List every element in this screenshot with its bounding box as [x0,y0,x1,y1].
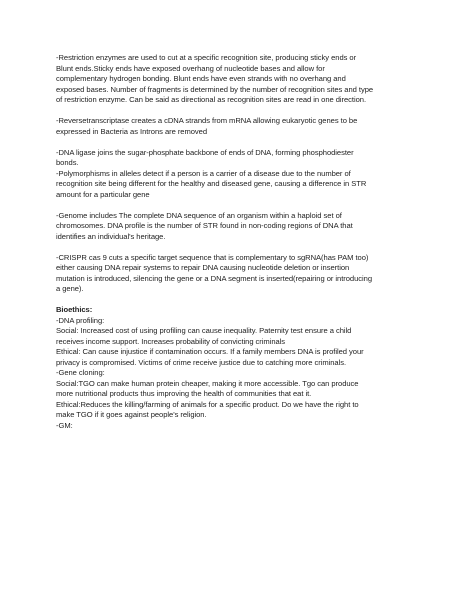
text-line: a gene). [56,284,84,293]
text-line: recognition site being different for the healthy and diseased gene, causing a difference in STR [56,179,367,188]
text-line: chromosomes. DNA profile is the number of STR found in non-coding regions of DNA that [56,221,353,230]
text-line: more nutritional products thus improving the health of communities that eat it. [56,389,312,398]
paragraph-restriction-enzymes [56,53,424,106]
paragraph-spacer [56,295,424,306]
paragraph-spacer [56,106,424,117]
paragraph-ligase-polymorphisms [56,148,424,201]
paragraph-spacer [56,200,424,211]
text-line: Social:TGO can make human protein cheaper, making it more accessible. Tgo can produce [56,378,359,388]
text-line: -GM: [56,420,73,430]
text-line: expressed in Bacteria as Introns are removed [56,126,208,136]
text-line: -Polymorphisms in alleles detect if a person is a carrier of a disease due to the number of [56,168,351,178]
text-line: mutation is introduced, silencing the gene or a DNA segment is inserted(repairing or introducing [56,273,372,283]
paragraph-crispr [56,253,424,295]
text-line: -Reversetranscriptase creates a cDNA strands from mRNA allowing eukaryotic genes to be [56,116,358,125]
text-line: amount for a particular gene [56,189,150,199]
text-line: either causing DNA repair systems to repair DNA causing nucleotide deletion or insertion [56,263,350,272]
text-line: -DNA ligase joins the sugar-phosphate backbone of ends of DNA, forming phosphodiester [56,147,354,157]
text-line: Ethical:Reduces the killing/farming of animals for a specific product. Do we have the right to [56,399,359,409]
text-line: identifies an individual's heritage. [56,231,166,241]
text-line: privacy is compromised. Victims of crime receive justice due to catching more criminals. [56,357,347,367]
text-line: -DNA profiling: [56,315,105,325]
text-line: exposed bases. Number of fragments is determined by the number of recognition sites and type [56,84,374,94]
text-line: bonds. [56,158,79,167]
text-line: -Genome includes The complete DNA sequence of an organism within a haploid set of [56,210,342,220]
paragraph-spacer [56,137,424,148]
text-line: -CRISPR cas 9 cuts a specific target sequence that is complementary to sgRNA(has PAM too) [56,252,369,262]
document-body [56,53,424,431]
text-line: -Gene cloning: [56,368,105,377]
text-line: Ethical: Can cause injustice if contamination occurs. If a family members DNA is profiled your [56,347,364,356]
paragraph-reverse-transcriptase [56,116,424,137]
text-line: of restriction enzyme. Can be said as directional as recognition sites are read in one direction. [56,95,367,104]
text-line: Social: Increased cost of using profiling can cause inequality. Paternity test ensure a child [56,326,352,335]
text-line: make TGO if it goes against people's religion. [56,410,207,419]
text-line: Blunt ends.Sticky ends have exposed overhang of nucleotide bases and allow for [56,63,325,73]
text-line: -Restriction enzymes are used to cut at a specific recognition site, producing sticky ends or [56,53,357,62]
paragraph-spacer [56,242,424,253]
paragraph-genome [56,211,424,243]
bioethics-section [56,305,424,431]
text-line: receives income support. Increases probability of convicting criminals [56,336,286,346]
text-line: complementary hydrogen bonding. Blunt ends have even strands with no overhang and [56,74,346,83]
bioethics-heading: Bioethics: [56,305,93,314]
